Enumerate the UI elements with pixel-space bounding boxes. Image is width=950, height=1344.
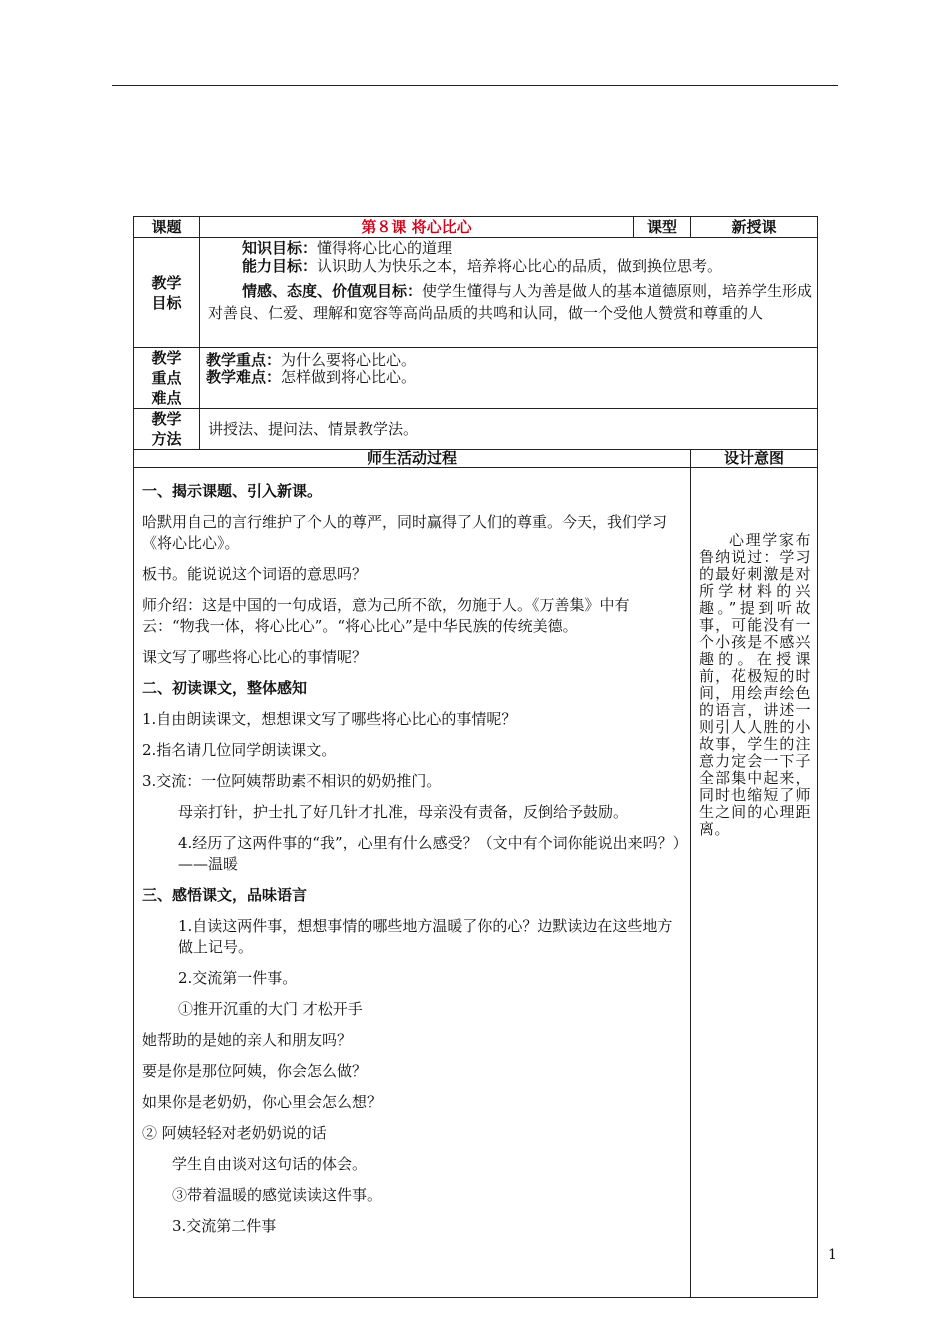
design-header: 设计意图 [691, 450, 818, 468]
process-paragraph: 板书。能说说这个词语的意思吗？ [142, 565, 368, 583]
process-paragraph: 哈默用自己的言行维护了个人的尊严，同时赢得了人们的尊重。今天，我们学习《将心比心》。 [142, 513, 668, 552]
process-paragraph: 学生自由谈对这句话的体会。 [172, 1155, 368, 1173]
process-paragraph: 3.交流：一位阿姨帮助素不相识的奶奶推门。 [142, 772, 442, 790]
emotion-label: 情感、态度、价值观目标： [242, 282, 423, 300]
goals-content [200, 238, 818, 348]
process-paragraph: 如果你是老奶奶，你心里会怎么想？ [142, 1093, 383, 1111]
process-header-row [134, 450, 818, 468]
process-paragraph: 课文写了哪些将心比心的事情呢？ [142, 648, 368, 666]
section-heading: 一、揭示课题、引入新课。 [142, 482, 323, 500]
section-heading: 三、感悟课文，品味语言 [142, 886, 308, 904]
lesson-title: 第８课 将心比心 [200, 217, 634, 238]
header-rule [112, 85, 838, 86]
header-row [134, 217, 818, 238]
process-paragraph: 师介绍：这是中国的一句成语，意为己所不欲，勿施于人。《万善集》中有云：“物我一体，将心比心”。“将心比心”是中华民族的传统美德。 [142, 596, 630, 635]
type-label: 课型 [634, 217, 691, 238]
process-paragraph: 母亲打针，护士扎了好几针才扎准，母亲没有责备，反倒给予鼓励。 [178, 803, 629, 821]
process-paragraph: 要是你是那位阿姨，你会怎么做？ [142, 1062, 368, 1080]
knowledge-label: 知识目标： [242, 239, 318, 257]
type-value: 新授课 [691, 217, 818, 238]
section-heading: 二、初读课文，整体感知 [142, 679, 308, 697]
keypoints-content [200, 348, 818, 409]
emotion-text: 使学生懂得与人为善是做人的基本道德原则，培养学生形成对善良、仁爱、理解和宽容等高尚品质的共鸣和认同，做一个受他人赞赏和尊重的人 [208, 282, 813, 322]
goals-row [134, 238, 818, 348]
method-row [134, 409, 818, 450]
process-paragraph: 她帮助的是她的亲人和朋友吗？ [142, 1031, 353, 1049]
process-content [134, 468, 691, 1298]
process-paragraph: 1.自由朗读课文，想想课文写了哪些将心比心的事情呢？ [142, 710, 517, 728]
keypoints-row [134, 348, 818, 409]
design-note: 心理学家布鲁纳说过：学习的最好刺激是对所学材料的兴趣。”提到听故事，可能没有一个小孩是不感兴趣的。在授课前，花极短的时间，用绘声绘色的语言，讲述一则引人人胜的小故事，学生的注意力定会一下子全部集中起来，同时也缩短了师生之间的心理距离。 [691, 468, 818, 1298]
key-label: 教学重点： [206, 351, 282, 369]
difficulty-label: 教学难点： [206, 368, 282, 386]
process-paragraph: 2.指名请几位同学朗读课文。 [142, 741, 337, 759]
process-paragraph: 1.自读这两件事，想想事情的哪些地方温暖了你的心？边默读边在这些地方做上记号。 [178, 917, 673, 956]
process-row [134, 468, 818, 1298]
process-paragraph: 4.经历了这两件事的“我”，心里有什么感受？（文中有个词你能说出来吗？）——温暖 [178, 834, 681, 873]
process-paragraph: ①推开沉重的大门 才松开手 [178, 1000, 363, 1018]
ability-text: 认识助人为快乐之本，培养将心比心的品质，做到换位思考。 [317, 257, 723, 275]
ability-label: 能力目标： [242, 257, 318, 275]
difficulty-text: 怎样做到将心比心。 [281, 368, 417, 386]
key-text: 为什么要将心比心。 [281, 351, 417, 369]
process-paragraph: 3.交流第二件事 [172, 1217, 277, 1235]
process-paragraph: ② 阿姨轻轻对老奶奶说的话 [142, 1124, 327, 1142]
process-paragraph: ③带着温暖的感觉读读这件事。 [172, 1186, 383, 1204]
knowledge-text: 懂得将心比心的道理 [317, 239, 453, 257]
topic-label: 课题 [134, 217, 200, 238]
method-label: 教学方法 [134, 409, 200, 450]
process-paragraph: 2.交流第一件事。 [178, 969, 298, 987]
keypoints-label: 教学重点难点 [134, 348, 200, 409]
process-header: 师生活动过程 [134, 450, 691, 468]
method-text: 讲授法、提问法、情景教学法。 [200, 409, 818, 450]
goals-label: 教学目标 [134, 238, 200, 348]
page-number: 1 [828, 1247, 837, 1263]
lesson-plan-table [133, 216, 818, 1298]
